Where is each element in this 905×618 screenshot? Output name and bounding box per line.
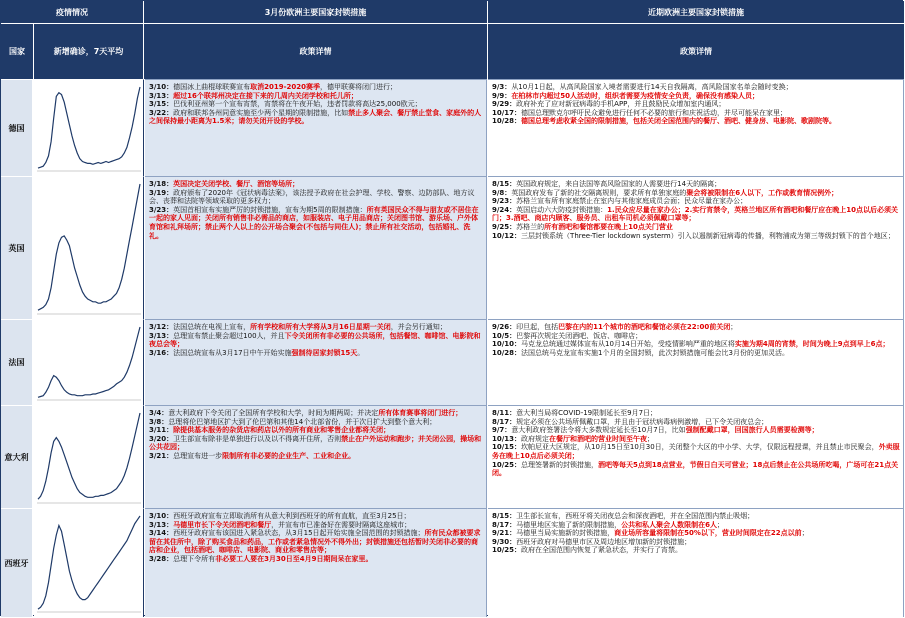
policy-line <box>492 409 900 418</box>
policy-date: 10/25： <box>492 460 522 469</box>
policy-text: 政府规定 <box>521 434 550 443</box>
policy-line <box>492 332 900 341</box>
policy-date: 10/13： <box>492 434 522 443</box>
policy-date: 10/12： <box>492 231 522 240</box>
policy-text: ，并宣布市已准备好在需要时隔离这座城市； <box>271 520 412 529</box>
new-cases-line <box>38 87 140 168</box>
policy-date: 9/7： <box>492 426 512 435</box>
policy-date: 3/23： <box>149 205 174 214</box>
header-detail-left: 政策详情 <box>144 23 488 79</box>
policy-text: 总理下令所有 <box>173 554 216 563</box>
policy-highlight: 超过16个联邦州决定在接下来的几周内关闭学校和托儿所； <box>173 91 358 100</box>
policy-line <box>492 197 900 206</box>
policy-highlight: 强制待居家封锁15天 <box>291 348 358 357</box>
policy-line <box>492 223 900 232</box>
march-policy-cell <box>145 319 487 405</box>
policy-date: 3/10： <box>149 512 174 520</box>
policy-text: 苏格兰的 <box>516 222 545 231</box>
policy-text: 马德里当局实施新的封锁措施， <box>516 529 615 538</box>
policy-text: 规定必须在公共场所佩戴口罩，并且由于冠状病毒病例激增，已下令关闭夜总会； <box>516 417 769 426</box>
policy-date: 9/29： <box>492 100 517 109</box>
policy-text: 总理签署新的封锁措施， <box>521 460 599 469</box>
policy-date: 8/11： <box>492 409 517 417</box>
policy-line <box>149 409 483 418</box>
country-cell: 法国 <box>1 319 33 405</box>
policy-text: 法国总统宣布从3月17日中午开始实施 <box>173 348 292 357</box>
policy-highlight: 限制所有非必要的企业生产、工业和企业。 <box>222 451 356 460</box>
policy-line <box>492 546 900 555</box>
policy-highlight: 强制配戴口罩，回国旅行人员需要检测等； <box>685 426 819 435</box>
policy-highlight: 除提供基本服务的杂货店和药店以外的所有商业和零售企业都将关闭； <box>173 426 391 435</box>
recent-policy-cell <box>488 319 904 405</box>
policy-highlight: 所有英国民众不得与朋友或不居住在一起的家人见面；关闭所有销售非必需品的商店，如服装店、电子用品商店；关闭图书馆、游乐场、户外体育馆和礼拜场所；禁止两个人以上的公开场合聚会(不包括与同住人)；禁止所有社交活动，包括婚礼、洗礼。 <box>149 205 479 240</box>
policy-line <box>492 521 900 530</box>
new-cases-sparkline <box>37 83 141 172</box>
policy-line <box>149 332 483 349</box>
policy-date: 9/23： <box>492 197 517 206</box>
policy-highlight: 所有民众都被要求留在其住所中，除了购买食品和药品，工作或者紧急情况外不得外出； <box>149 529 481 546</box>
policy-line <box>492 512 900 521</box>
policy-date: 3/21： <box>149 451 174 460</box>
policy-highlight: 商业场所容量将限制在50%以下，营业时间限定在22点以前 <box>614 529 802 538</box>
new-cases-chart <box>34 319 144 405</box>
policy-date: 10/5： <box>492 331 517 340</box>
policy-text: ，并会另行通知； <box>390 323 447 331</box>
policy-date: 10/17： <box>492 108 522 117</box>
policy-highlight: 所有酒吧和餐馆都要在晚上10点关门营业 <box>544 222 673 231</box>
policy-text: 总理将伦巴第地区扩大到了伦巴第和其他14个北部省份，并于次日扩大到整个意大利； <box>168 417 437 426</box>
policy-date: 9/24： <box>492 205 517 214</box>
new-cases-chart <box>34 405 144 508</box>
new-cases-sparkline <box>37 323 141 401</box>
policy-date: 9/21： <box>492 529 517 538</box>
policy-highlight: 巴黎在内的11个城市的酒吧和餐馆必须在22:00前关闭 <box>558 323 731 331</box>
policy-line <box>149 109 483 126</box>
header-march-measures: 3月份欧洲主要国家封锁措施 <box>144 1 488 23</box>
policy-date: 3/28： <box>149 554 174 563</box>
policy-highlight: 在餐厅和酒吧的营业时间至午夜 <box>549 434 648 443</box>
country-cell: 英国 <box>1 176 33 319</box>
policy-line <box>492 189 900 198</box>
new-cases-sparkline <box>37 180 141 315</box>
policy-date: 3/13： <box>149 520 174 529</box>
policy-text: 意大利当局将COVID-19限制延长至9月7日； <box>516 409 658 417</box>
policy-date: 3/16： <box>149 348 174 357</box>
policy-line <box>492 117 900 126</box>
policy-date: 10/10： <box>492 340 522 349</box>
policy-text: 英国政府规定，来自法国等高风险国家的人需要进行14天的隔离； <box>516 180 722 188</box>
policy-highlight: 实施为期4周的宵禁，时间为晚上9点到早上6点； <box>734 340 890 349</box>
policy-date: 10/25： <box>492 546 522 555</box>
header-epidemic: 疫情情况 <box>1 1 144 23</box>
policy-line <box>149 100 483 109</box>
policy-text: 巴伐利亚州第一个宣布宵禁，宵禁将在午夜开始，违者罚款将高达25,000欧元； <box>173 100 422 109</box>
policy-date: 3/20： <box>149 434 174 443</box>
policy-line <box>149 452 483 461</box>
policy-highlight: 1.民众应尽量在家办公；2.实行宵禁令，英格兰地区所有酒吧和餐厅应在晚上10点以后必须关门；3.酒吧、商店内顾客、服务员、出租车司机必须佩戴口罩等； <box>492 205 898 223</box>
policy-text: 印旦起，包括 <box>516 323 559 331</box>
policy-highlight: 所有学校和所有大学将从3月16日星期一关闭 <box>250 323 391 331</box>
policy-highlight: 英国决定关闭学校、餐厅、酒馆等场所； <box>173 180 300 188</box>
policy-text: 西班牙政府宣布该国进入紧急状态，从3月15日起开始实施全国范围的封锁措施； <box>173 529 425 538</box>
policy-line <box>492 349 900 358</box>
policy-highlight: 封锁措施还包括暂时关闭非必要的商店和企业，包括酒吧、咖啡店、电影院、商业和零售店等； <box>149 537 478 555</box>
policy-text: 德国冰上曲棍球联赛宣布 <box>173 83 251 91</box>
header-new-cases: 新增确诊，7天平均 <box>34 23 144 79</box>
policy-text: 坎帕尼亚大区规定，从10月15日至10月30日，关闭整个大区的中小学、大学，仅限远程授课，并且禁止市民聚会， <box>521 443 879 452</box>
policy-line <box>492 443 900 460</box>
policy-text: 意大利政府下令关闭了全国所有学校和大学，时间为期两周；并决定 <box>168 409 379 417</box>
policy-highlight: 外卖服务在晚上10点后必须关闭； <box>492 443 900 460</box>
march-policy-cell <box>145 79 487 176</box>
new-cases-chart <box>34 176 144 319</box>
policy-date: 3/14： <box>149 529 174 538</box>
policy-date: 8/17： <box>492 417 517 426</box>
new-cases-line <box>38 327 140 397</box>
policy-highlight: 禁止多人聚会、餐厅禁止堂食、家庭外的人之间保持最小距离为1.5米；请勿关闭开设的学校。 <box>149 108 482 126</box>
new-cases-chart <box>34 508 144 617</box>
header-detail-right: 政策详情 <box>488 23 904 79</box>
recent-policy-cell <box>488 508 904 617</box>
policy-date: 10/28： <box>492 348 522 357</box>
march-policy-cell <box>145 176 487 319</box>
policy-line <box>492 426 900 435</box>
recent-policy-cell <box>488 79 904 176</box>
policy-line <box>492 461 900 478</box>
policy-line <box>149 521 483 530</box>
policy-highlight: 马德里市长下令关闭酒吧和餐厅 <box>173 520 272 529</box>
policy-text: 德国总理默克尔呼吁民众避免进行任何不必要的旅行和庆祝活动，并尽可能呆在家里； <box>521 108 788 117</box>
policy-text: 。 <box>357 348 365 357</box>
policy-line <box>492 232 900 241</box>
policy-text: 英国启动六大防疫封锁措施： <box>516 205 608 214</box>
policy-date: 3/15： <box>149 100 174 109</box>
policy-text: ； <box>647 434 655 443</box>
policy-text: 苏格兰宣布所有家庭禁止在室内与其他家庭成员会面；民众尽量在家办公； <box>516 197 748 206</box>
policy-highlight: 所有体育赛事将闭门进行； <box>378 409 463 417</box>
policy-text: 法国总统马克龙宣布实施1个月的全国封锁，此次封锁措施可能会比3月份的更加灵活。 <box>521 348 789 357</box>
policy-date: 3/4： <box>149 409 169 417</box>
policy-text: 马克龙总统通过媒体宣布从10月14日开始，受疫情影响严重的地区将 <box>521 340 735 349</box>
policy-text: ，德甲联赛将闭门进行； <box>320 83 398 91</box>
policy-date: 8/15： <box>492 512 517 520</box>
policy-text: 政府颁布了2020年《冠状病毒法案》，该法授予政府在社会护理、学校、警察、边防部队、地方议会、丧葬和法院等领域采取的更多权力； <box>149 188 475 206</box>
new-cases-line <box>38 184 140 310</box>
policy-text: 卫生部长宣布，西班牙将关闭夜总会和深夜酒吧，并在全国范围内禁止吸烟； <box>516 512 755 520</box>
policy-date: 9/25： <box>492 222 517 231</box>
policy-date: 10/28： <box>492 117 522 126</box>
policy-text: 法国总统在电视上宣布， <box>173 323 251 331</box>
policy-line <box>492 323 900 332</box>
policy-line <box>492 418 900 427</box>
policy-highlight: 取消2019-2020赛季 <box>250 83 321 91</box>
policy-date: 3/18： <box>149 180 174 188</box>
policy-date: 3/13： <box>149 91 174 100</box>
policy-text: 西班牙政府对马德里市区及周边地区增加新的封锁措施； <box>516 537 692 546</box>
policy-date: 3/10： <box>149 83 174 91</box>
policy-date: 3/19： <box>149 188 174 197</box>
policy-date: 9/30： <box>492 537 517 546</box>
policy-highlight: 公共和私人聚会人数限制在6人 <box>621 520 718 529</box>
policy-line <box>492 180 900 189</box>
policy-date: 9/26： <box>492 323 517 331</box>
policy-text: 西班牙政府宣布立即取消所有从意大利到西班牙的所有直航，直至3月25日； <box>173 512 411 520</box>
header-recent-measures: 近期欧洲主要国家封锁措施 <box>488 1 904 23</box>
policy-text: ； <box>730 323 738 331</box>
policy-line <box>149 349 483 358</box>
policy-date: 9/3： <box>492 83 512 91</box>
policy-line <box>149 529 483 555</box>
policy-text: 政府补充了应对新冠病毒的手机APP，并且鼓励民众增加室内通风； <box>516 100 726 109</box>
march-policy-cell <box>145 508 487 617</box>
header-country: 国家 <box>1 23 34 79</box>
policy-highlight: 酒吧等每天5点到18点营业，节假日白天可营业；18点后禁止在公共场所吃喝，广场可在21点关闭。 <box>492 460 899 478</box>
policy-date: 3/8： <box>149 417 169 426</box>
policy-date: 3/22： <box>149 108 174 117</box>
policy-date: 8/15： <box>492 180 517 188</box>
policy-date: 3/11： <box>149 426 174 435</box>
policy-text: ； <box>717 520 725 529</box>
policy-highlight: 聚会将被限制在6人以下，工作或教育情况例外； <box>686 188 839 197</box>
policy-text: 英国政府发布了新的社交隔离规则，要求所有单独家庭的 <box>511 188 687 197</box>
policy-line <box>149 189 483 206</box>
policy-line <box>149 426 483 435</box>
policy-highlight: 德国总理考虑收紧全国的限制措施，包括关闭全国范围内的餐厅、酒吧、健身房、电影院、歌剧院等。 <box>521 117 837 126</box>
policy-text: ； <box>801 529 809 538</box>
policy-highlight: 禁止在户外运动和跑步；并关闭公园，操场和公共花园； <box>149 434 482 452</box>
policy-line <box>149 323 483 332</box>
new-cases-sparkline <box>37 512 141 613</box>
policy-date: 9/9： <box>492 91 512 100</box>
policy-line <box>149 555 483 564</box>
policy-line <box>492 206 900 223</box>
policy-text: 卫生部宣布除非是单独进行以及以不得离开住所，否则 <box>173 434 342 443</box>
policy-highlight: 在柏林市内超过50人活动时，组织者需要为疫情安全负责，确保没有感染人员； <box>511 91 760 100</box>
policy-highlight: 非必要工人要在3月30日至4月9日期间呆在家里。 <box>215 554 373 563</box>
policy-line <box>492 529 900 538</box>
country-cell: 德国 <box>1 79 33 176</box>
policy-text: 总理宣布进一步 <box>173 451 223 460</box>
policy-highlight: 下令关闭所有非必要的公共场所，包括餐馆、咖啡馆、电影院和夜总会等； <box>149 331 481 349</box>
policy-text: 英国首相宣布实施严厉的封锁措施，宣布为期5周的限制措施： <box>173 205 367 214</box>
policy-line <box>149 92 483 101</box>
policy-line <box>492 92 900 101</box>
recent-policy-cell <box>488 405 904 508</box>
policy-text: 政府和联邦各州同意实施至少两个星期的限制措施，比如 <box>173 108 349 117</box>
policy-date: 3/13： <box>149 331 174 340</box>
policy-date: 10/15： <box>492 443 522 452</box>
policy-date: 3/12： <box>149 323 174 331</box>
policy-line <box>149 206 483 240</box>
policy-text: 意大利政府签署法令将大多数规定延长至10月7日，比如 <box>511 426 686 435</box>
country-cell: 西班牙 <box>1 508 33 617</box>
policy-text: 三层封锁系统（Three-Tier lockdown systerm）引入以遏制新冠病毒的传播，利物浦成为第三等级封锁下的首个地区； <box>521 231 895 240</box>
new-cases-chart <box>34 79 144 176</box>
policy-line <box>149 435 483 452</box>
policy-line <box>149 83 483 92</box>
policy-text: 总理宣布禁止聚会超过100人，并且 <box>173 331 285 340</box>
policy-line <box>149 512 483 521</box>
policy-date: 9/8： <box>492 188 512 197</box>
policy-text: 巴黎再次规定关闭酒吧、饭店、咖啡店； <box>516 331 643 340</box>
new-cases-line <box>38 413 140 499</box>
march-policy-cell <box>145 405 487 508</box>
policy-text: 马德里地区实施了新的限制措施， <box>516 520 622 529</box>
policy-date: 8/17： <box>492 520 517 529</box>
recent-policy-cell <box>488 176 904 319</box>
new-cases-line <box>38 516 140 609</box>
country-cell: 意大利 <box>1 405 33 508</box>
policy-line <box>149 180 483 189</box>
policy-text: 从10月1日起，从高风险国家入境者需要进行14天自我隔离，高风险国家名单会随时变换； <box>511 83 793 91</box>
policy-line <box>492 340 900 349</box>
policy-line <box>492 83 900 92</box>
policy-line <box>149 418 483 427</box>
policy-text: 政府在全国范围内恢复了紧急状态，并实行了宵禁。 <box>521 546 683 555</box>
policy-line <box>492 100 900 109</box>
new-cases-sparkline <box>37 409 141 504</box>
